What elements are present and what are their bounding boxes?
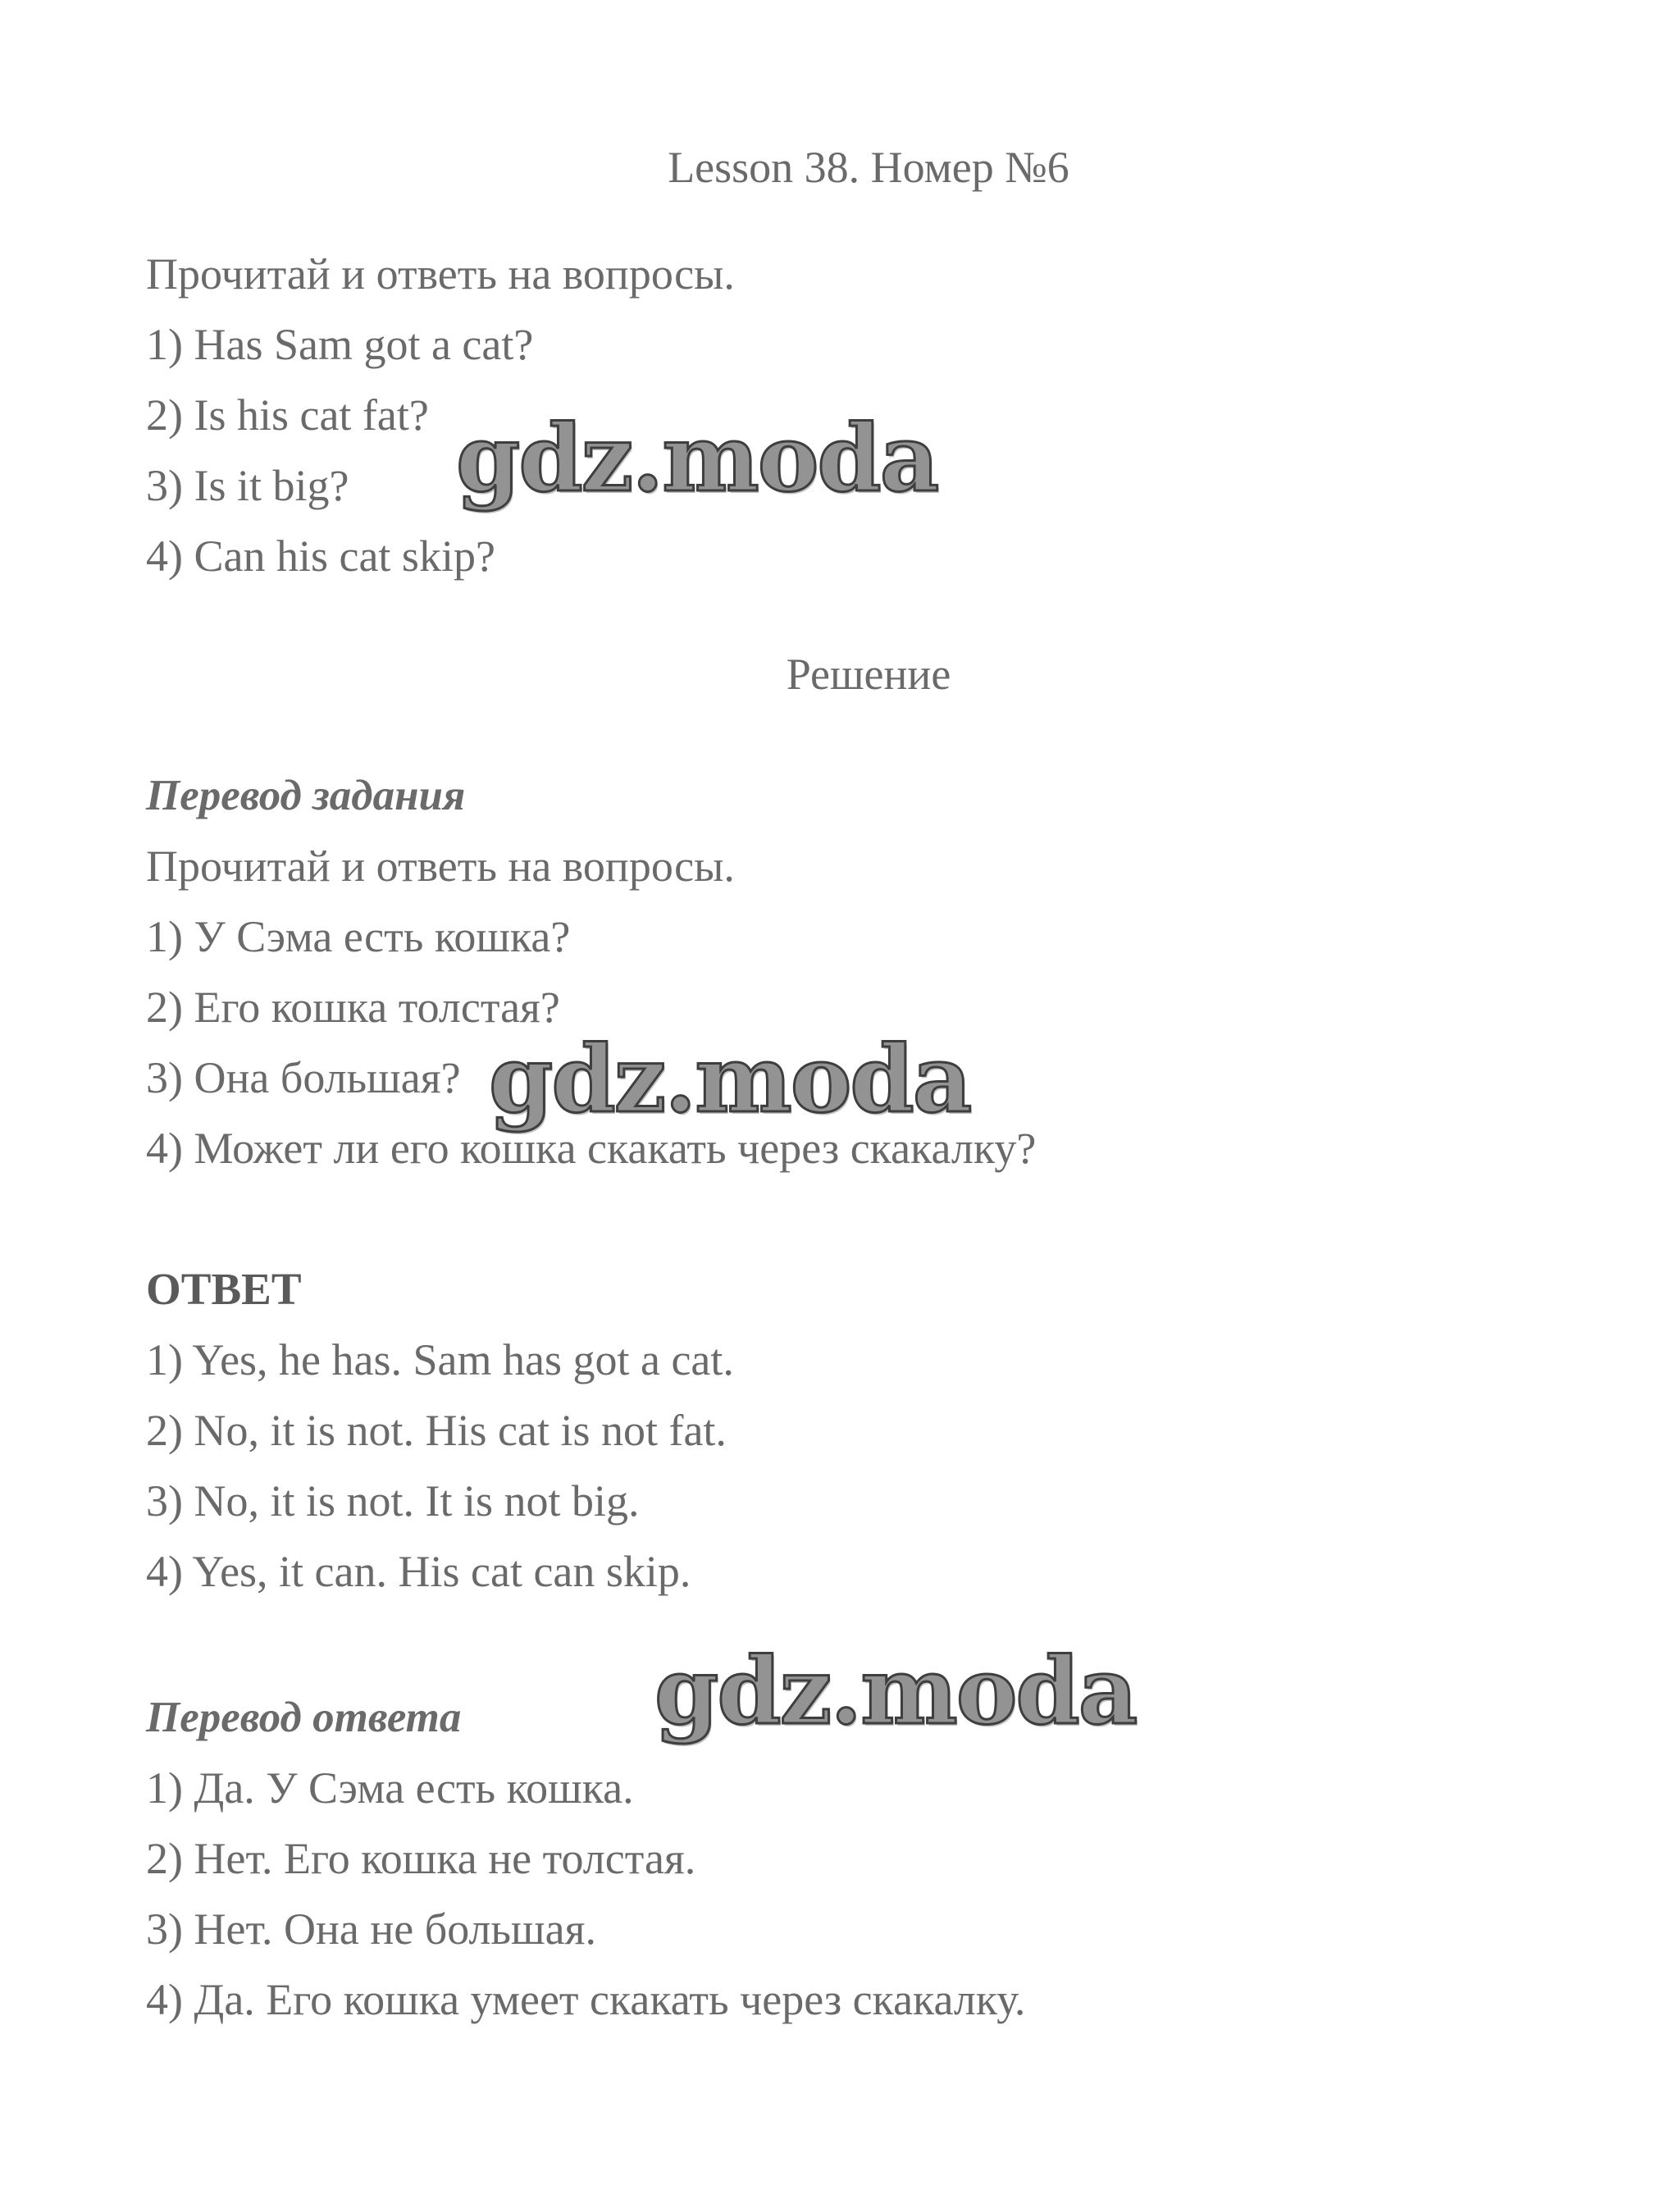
translated-question-3: 3) Она большая? bbox=[146, 1053, 461, 1102]
question-4: 4) Can his cat skip? bbox=[146, 531, 495, 581]
answer-4: 4) Yes, it can. His cat can skip. bbox=[146, 1547, 691, 1596]
translated-instruction: Прочитай и ответь на вопросы. bbox=[146, 841, 735, 891]
task-translation-heading: Перевод задания bbox=[146, 772, 466, 819]
translated-question-4: 4) Может ли его кошка скакать через скакалку? bbox=[146, 1124, 1037, 1173]
answer-translation-heading: Перевод ответа bbox=[146, 1694, 462, 1741]
watermark-2: gdz.moda bbox=[489, 1026, 971, 1133]
page-title: Lesson 38. Номер №6 bbox=[668, 143, 1069, 192]
answer-heading: ОТВЕТ bbox=[146, 1264, 302, 1314]
task-instruction: Прочитай и ответь на вопросы. bbox=[146, 249, 735, 299]
translated-answer-4: 4) Да. Его кошка умеет скакать через скакалку. bbox=[146, 1975, 1026, 2024]
translated-answer-1: 1) Да. У Сэма есть кошка. bbox=[146, 1763, 634, 1813]
translated-question-1: 1) У Сэма есть кошка? bbox=[146, 912, 571, 961]
translated-answer-3: 3) Нет. Она не большая. bbox=[146, 1904, 596, 1954]
watermark-3: gdz.moda bbox=[654, 1638, 1137, 1745]
translated-question-2: 2) Его кошка толстая? bbox=[146, 983, 560, 1032]
answer-1: 1) Yes, he has. Sam has got a cat. bbox=[146, 1335, 734, 1384]
watermark-1: gdz.moda bbox=[456, 405, 938, 513]
question-2: 2) Is his cat fat? bbox=[146, 390, 429, 440]
answer-3: 3) No, it is not. It is not big. bbox=[146, 1476, 640, 1526]
translated-answer-2: 2) Нет. Его кошка не толстая. bbox=[146, 1834, 696, 1883]
answer-2: 2) No, it is not. His cat is not fat. bbox=[146, 1406, 727, 1455]
question-1: 1) Has Sam got a cat? bbox=[146, 320, 534, 369]
question-3: 3) Is it big? bbox=[146, 461, 349, 510]
solution-label: Решение bbox=[786, 650, 951, 699]
